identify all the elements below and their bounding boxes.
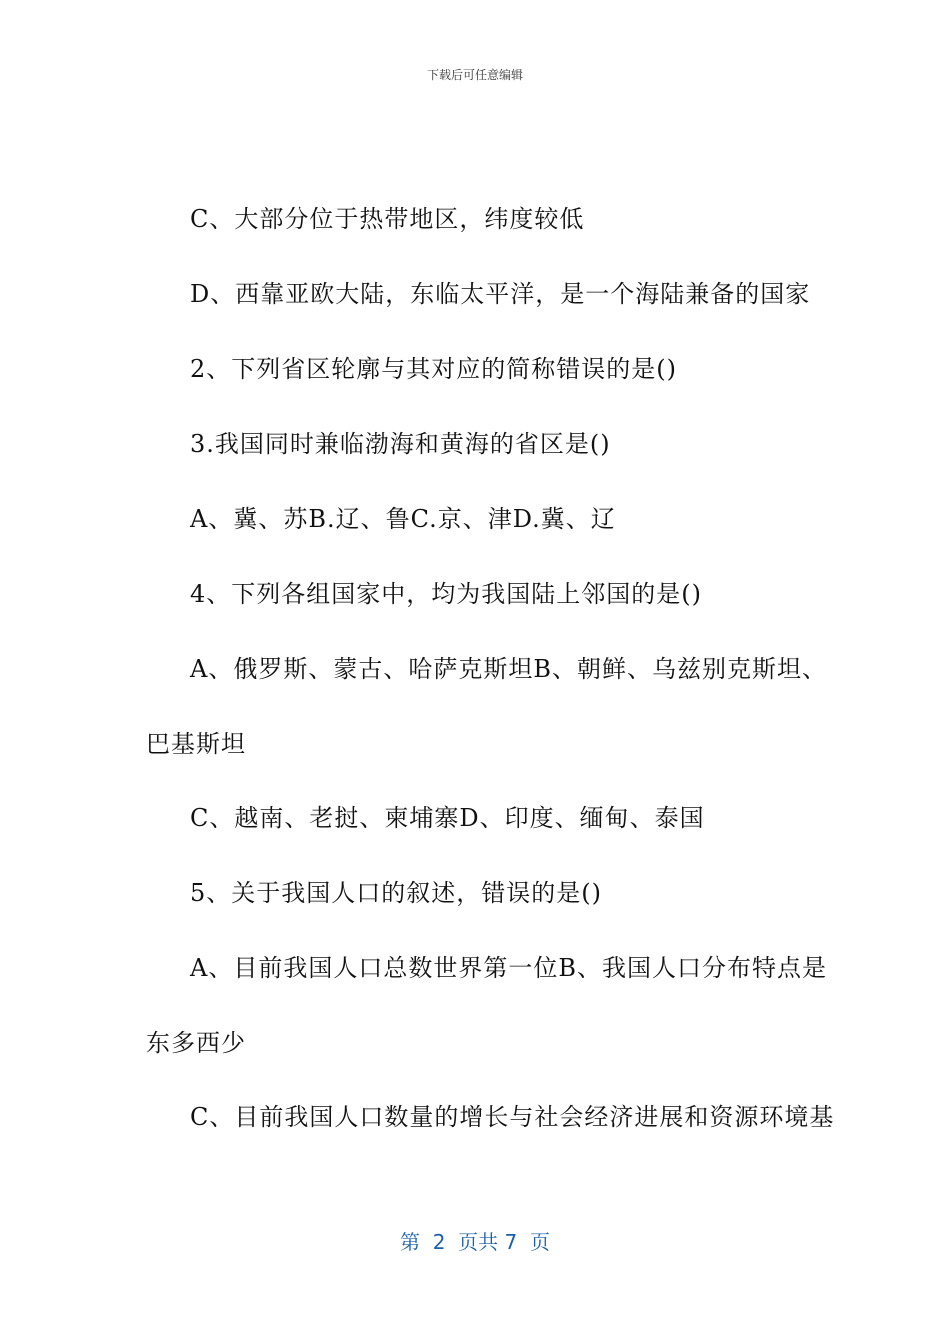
question-5-options-ab-cont: 东多西少 xyxy=(146,1029,246,1057)
question-3-options: A、冀、苏B.辽、鲁C.京、津D.冀、辽 xyxy=(190,505,616,533)
question-4-options-ab: A、俄罗斯、蒙古、哈萨克斯坦B、朝鲜、乌兹别克斯坦、 xyxy=(190,655,827,683)
question-3: 3.我国同时兼临渤海和黄海的省区是() xyxy=(190,430,611,458)
question-4: 4、下列各组国家中，均为我国陆上邻国的是() xyxy=(190,580,702,608)
question-4-options-cd: C、越南、老挝、柬埔寨D、印度、缅甸、泰国 xyxy=(190,804,705,832)
question-4-options-ab-cont: 巴基斯坦 xyxy=(146,730,246,758)
option-d-q1: D、西靠亚欧大陆，东临太平洋，是一个海陆兼备的国家 xyxy=(190,280,811,308)
question-2: 2、下列省区轮廓与其对应的简称错误的是() xyxy=(190,355,677,383)
page-number: 第 2 页共 7 页 xyxy=(400,1230,550,1254)
option-c-q1: C、大部分位于热带地区，纬度较低 xyxy=(190,205,585,233)
header-note: 下载后可任意编辑 xyxy=(426,68,523,82)
question-5-option-c: C、目前我国人口数量的增长与社会经济进展和资源环境基 xyxy=(190,1103,835,1131)
question-5: 5、关于我国人口的叙述，错误的是() xyxy=(190,879,602,907)
question-5-options-ab: A、目前我国人口总数世界第一位B、我国人口分布特点是 xyxy=(190,954,827,982)
